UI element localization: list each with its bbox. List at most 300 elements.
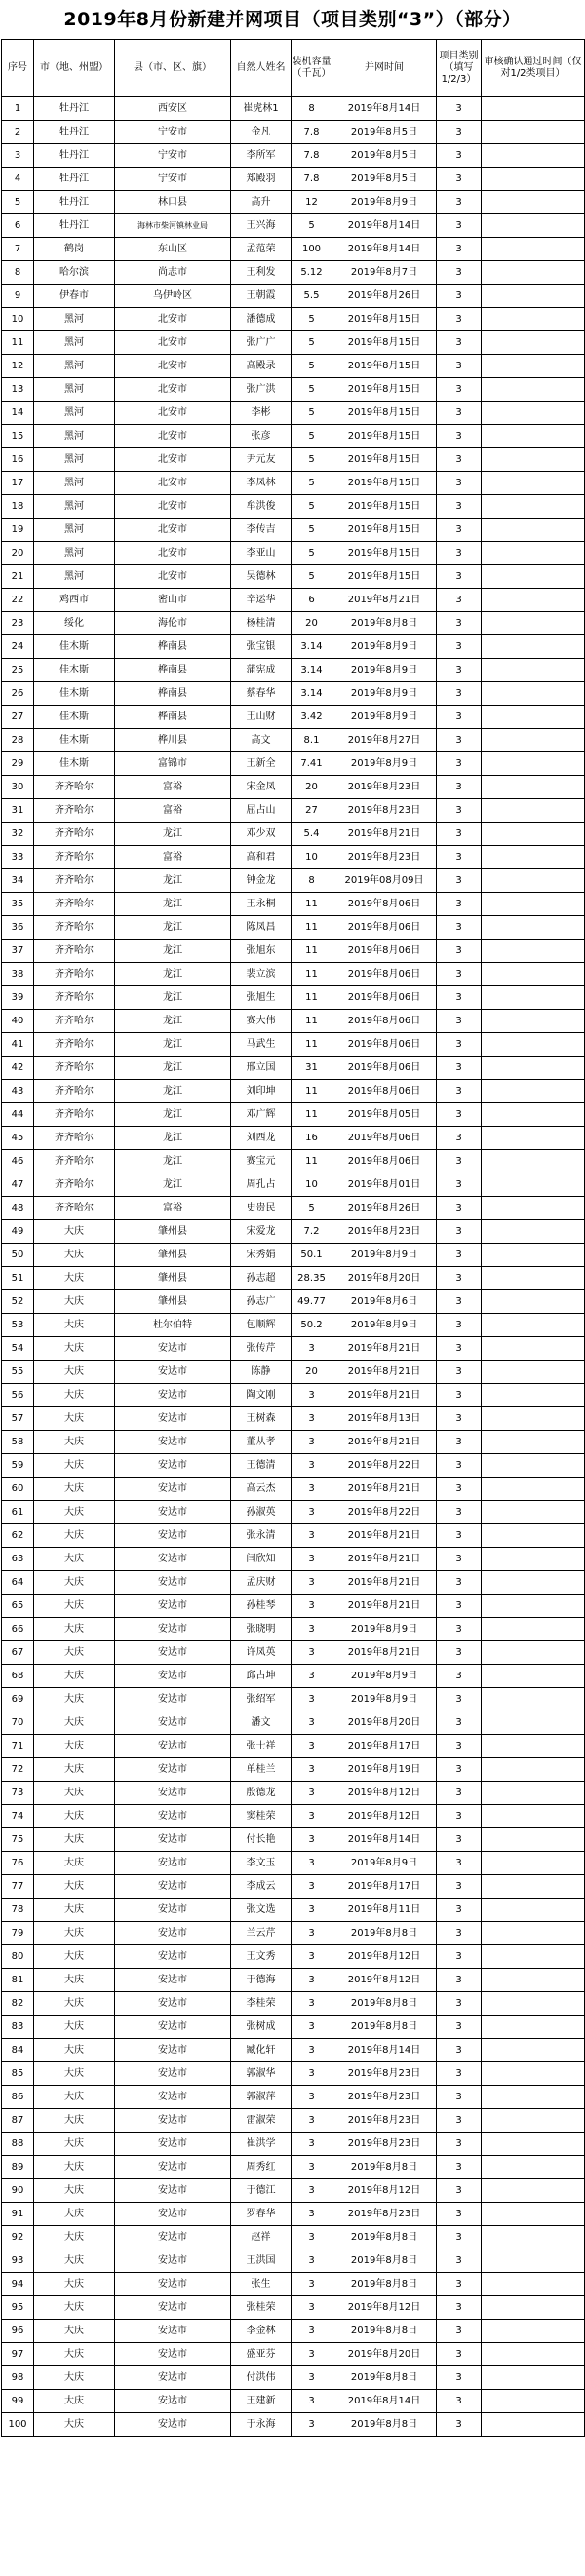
name-cell: 高文 <box>231 729 292 752</box>
county-cell: 安达市 <box>115 2390 231 2413</box>
grid-date-cell: 2019年8月23日 <box>332 799 437 823</box>
row-index-cell: 70 <box>2 1711 34 1735</box>
county-cell: 安达市 <box>115 1945 231 1969</box>
grid-date-cell: 2019年8月8日 <box>332 2273 437 2296</box>
name-cell: 金凡 <box>231 121 292 144</box>
city-cell: 大庆 <box>34 1992 115 2016</box>
capacity-cell: 11 <box>292 940 332 963</box>
review-date-cell <box>482 1384 585 1407</box>
review-date-cell <box>482 706 585 729</box>
county-cell: 安达市 <box>115 2039 231 2062</box>
row-index-cell: 51 <box>2 1267 34 1290</box>
category-cell: 3 <box>437 1127 482 1150</box>
review-date-cell <box>482 355 585 378</box>
category-cell: 3 <box>437 1922 482 1945</box>
row-index-cell: 56 <box>2 1384 34 1407</box>
grid-date-cell: 2019年8月15日 <box>332 565 437 589</box>
county-cell: 安达市 <box>115 1828 231 1852</box>
grid-date-cell: 2019年8月9日 <box>332 1314 437 1337</box>
grid-date-cell: 2019年8月15日 <box>332 331 437 355</box>
table-row <box>2 1407 585 1431</box>
capacity-cell: 5 <box>292 565 332 589</box>
capacity-cell: 3 <box>292 2226 332 2249</box>
table-row <box>2 1548 585 1571</box>
capacity-cell: 3 <box>292 1407 332 1431</box>
table-row <box>2 2273 585 2296</box>
category-cell: 3 <box>437 1103 482 1127</box>
capacity-cell: 3 <box>292 1945 332 1969</box>
capacity-cell: 11 <box>292 963 332 986</box>
grid-date-cell: 2019年8月26日 <box>332 1197 437 1220</box>
row-index-cell: 4 <box>2 168 34 191</box>
row-index-cell: 88 <box>2 2133 34 2156</box>
table-row <box>2 1969 585 1992</box>
county-cell: 密山市 <box>115 589 231 612</box>
city-cell: 黑河 <box>34 472 115 495</box>
capacity-cell: 3 <box>292 2203 332 2226</box>
city-cell: 大庆 <box>34 1595 115 1618</box>
capacity-cell: 3 <box>292 1548 332 1571</box>
row-index-cell: 80 <box>2 1945 34 1969</box>
city-cell: 牡丹江 <box>34 97 115 121</box>
name-cell: 潘德成 <box>231 308 292 331</box>
capacity-cell: 3 <box>292 1595 332 1618</box>
category-cell: 3 <box>437 1548 482 1571</box>
review-date-cell <box>482 378 585 402</box>
grid-date-cell: 2019年8月20日 <box>332 2343 437 2366</box>
review-date-cell <box>482 589 585 612</box>
review-date-cell <box>482 612 585 635</box>
table-row <box>2 97 585 121</box>
grid-date-cell: 2019年8月21日 <box>332 1641 437 1665</box>
category-cell: 3 <box>437 706 482 729</box>
county-cell: 桦南县 <box>115 635 231 659</box>
review-date-cell <box>482 2249 585 2273</box>
county-cell: 安达市 <box>115 1899 231 1922</box>
review-date-cell <box>482 2016 585 2039</box>
review-date-cell <box>482 916 585 940</box>
category-cell: 3 <box>437 2249 482 2273</box>
city-cell: 齐齐哈尔 <box>34 1197 115 1220</box>
capacity-cell: 3 <box>292 2109 332 2133</box>
county-cell: 北安市 <box>115 425 231 448</box>
table-row <box>2 472 585 495</box>
county-cell: 安达市 <box>115 2203 231 2226</box>
table-row <box>2 1103 585 1127</box>
capacity-cell: 20 <box>292 776 332 799</box>
table-row <box>2 1899 585 1922</box>
capacity-cell: 20 <box>292 1361 332 1384</box>
county-cell: 安达市 <box>115 2226 231 2249</box>
capacity-cell: 3 <box>292 2039 332 2062</box>
review-date-cell <box>482 752 585 776</box>
capacity-cell: 11 <box>292 986 332 1010</box>
row-index-cell: 97 <box>2 2343 34 2366</box>
city-cell: 大庆 <box>34 1875 115 1899</box>
category-cell: 3 <box>437 1384 482 1407</box>
city-cell: 牡丹江 <box>34 121 115 144</box>
county-cell: 桦川县 <box>115 729 231 752</box>
name-cell: 王新全 <box>231 752 292 776</box>
county-cell: 龙江 <box>115 1127 231 1150</box>
row-index-cell: 2 <box>2 121 34 144</box>
category-cell: 3 <box>437 682 482 706</box>
table-row <box>2 940 585 963</box>
name-cell: 邓少双 <box>231 823 292 846</box>
city-cell: 黑河 <box>34 519 115 542</box>
review-date-cell <box>482 1080 585 1103</box>
review-date-cell <box>482 1875 585 1899</box>
review-date-cell <box>482 331 585 355</box>
table-row <box>2 191 585 214</box>
table-row <box>2 1080 585 1103</box>
capacity-cell: 11 <box>292 1150 332 1173</box>
city-cell: 大庆 <box>34 2413 115 2437</box>
capacity-cell: 3 <box>292 1641 332 1665</box>
county-cell: 安达市 <box>115 2179 231 2203</box>
review-date-cell <box>482 472 585 495</box>
review-date-cell <box>482 1524 585 1548</box>
category-cell: 3 <box>437 1057 482 1080</box>
row-index-cell: 89 <box>2 2156 34 2179</box>
review-date-cell <box>482 893 585 916</box>
capacity-cell: 31 <box>292 1057 332 1080</box>
capacity-cell: 3 <box>292 1735 332 1758</box>
name-cell: 屈占山 <box>231 799 292 823</box>
table-row <box>2 378 585 402</box>
capacity-cell: 3 <box>292 1688 332 1711</box>
row-index-cell: 63 <box>2 1548 34 1571</box>
county-cell: 龙江 <box>115 916 231 940</box>
city-cell: 齐齐哈尔 <box>34 1103 115 1127</box>
review-date-cell <box>482 121 585 144</box>
table-row <box>2 963 585 986</box>
review-date-cell <box>482 425 585 448</box>
county-cell: 富锦市 <box>115 752 231 776</box>
county-cell: 安达市 <box>115 1595 231 1618</box>
grid-date-cell: 2019年8月22日 <box>332 1454 437 1478</box>
grid-date-cell: 2019年8月15日 <box>332 542 437 565</box>
table-row <box>2 1361 585 1384</box>
capacity-cell: 11 <box>292 1010 332 1033</box>
review-date-cell <box>482 1641 585 1665</box>
grid-date-cell: 2019年8月9日 <box>332 1665 437 1688</box>
category-cell: 3 <box>437 1033 482 1057</box>
review-date-cell <box>482 1033 585 1057</box>
grid-date-cell: 2019年8月21日 <box>332 823 437 846</box>
table-row <box>2 2343 585 2366</box>
grid-date-cell: 2019年8月8日 <box>332 2226 437 2249</box>
county-cell: 安达市 <box>115 1407 231 1431</box>
row-index-cell: 40 <box>2 1010 34 1033</box>
city-cell: 齐齐哈尔 <box>34 1127 115 1150</box>
table-row <box>2 1641 585 1665</box>
header-cell: 自然人姓名 <box>231 40 292 97</box>
table-row <box>2 1875 585 1899</box>
table-row <box>2 1197 585 1220</box>
grid-date-cell: 2019年8月21日 <box>332 1478 437 1501</box>
city-cell: 佳木斯 <box>34 752 115 776</box>
category-cell: 3 <box>437 542 482 565</box>
table-row <box>2 1828 585 1852</box>
table-row <box>2 214 585 238</box>
table-row <box>2 1220 585 1244</box>
county-cell: 富裕 <box>115 846 231 869</box>
county-cell: 东山区 <box>115 238 231 261</box>
grid-date-cell: 2019年8月12日 <box>332 1782 437 1805</box>
header-cell: 县（市、区、旗） <box>115 40 231 97</box>
grid-date-cell: 2019年8月5日 <box>332 168 437 191</box>
county-cell: 北安市 <box>115 378 231 402</box>
category-cell: 3 <box>437 1992 482 2016</box>
county-cell: 安达市 <box>115 2016 231 2039</box>
grid-date-cell: 2019年8月12日 <box>332 2179 437 2203</box>
city-cell: 牡丹江 <box>34 191 115 214</box>
review-date-cell <box>482 2109 585 2133</box>
city-cell: 大庆 <box>34 2203 115 2226</box>
review-date-cell <box>482 1197 585 1220</box>
grid-date-cell: 2019年8月15日 <box>332 308 437 331</box>
table-row <box>2 308 585 331</box>
city-cell: 黑河 <box>34 425 115 448</box>
row-index-cell: 66 <box>2 1618 34 1641</box>
review-date-cell <box>482 214 585 238</box>
grid-date-cell: 2019年8月9日 <box>332 191 437 214</box>
county-cell: 安达市 <box>115 2249 231 2273</box>
city-cell: 齐齐哈尔 <box>34 823 115 846</box>
capacity-cell: 27 <box>292 799 332 823</box>
table-row <box>2 659 585 682</box>
row-index-cell: 22 <box>2 589 34 612</box>
grid-date-cell: 2019年8月27日 <box>332 729 437 752</box>
category-cell: 3 <box>437 1431 482 1454</box>
name-cell: 李传吉 <box>231 519 292 542</box>
grid-date-cell: 2019年8月15日 <box>332 472 437 495</box>
name-cell: 孙桂琴 <box>231 1595 292 1618</box>
row-index-cell: 48 <box>2 1197 34 1220</box>
row-index-cell: 90 <box>2 2179 34 2203</box>
row-index-cell: 82 <box>2 1992 34 2016</box>
row-index-cell: 1 <box>2 97 34 121</box>
county-cell: 肇州县 <box>115 1290 231 1314</box>
name-cell: 张永清 <box>231 1524 292 1548</box>
city-cell: 佳木斯 <box>34 729 115 752</box>
city-cell: 大庆 <box>34 2086 115 2109</box>
review-date-cell <box>482 659 585 682</box>
table-row <box>2 916 585 940</box>
name-cell: 王山财 <box>231 706 292 729</box>
document-title: 2019年8月份新建并网项目（项目类别“3”）（部分） <box>63 9 522 30</box>
row-index-cell: 29 <box>2 752 34 776</box>
review-date-cell <box>482 1665 585 1688</box>
category-cell: 3 <box>437 168 482 191</box>
county-cell: 安达市 <box>115 1782 231 1805</box>
review-date-cell <box>482 565 585 589</box>
county-cell: 龙江 <box>115 986 231 1010</box>
row-index-cell: 61 <box>2 1501 34 1524</box>
county-cell: 桦南县 <box>115 706 231 729</box>
name-cell: 王永桐 <box>231 893 292 916</box>
category-cell: 3 <box>437 1758 482 1782</box>
review-date-cell <box>482 1267 585 1290</box>
capacity-cell: 11 <box>292 916 332 940</box>
row-index-cell: 18 <box>2 495 34 519</box>
category-cell: 3 <box>437 869 482 893</box>
review-date-cell <box>482 238 585 261</box>
grid-date-cell: 2019年8月15日 <box>332 448 437 472</box>
city-cell: 黑河 <box>34 331 115 355</box>
table-row <box>2 519 585 542</box>
name-cell: 张士祥 <box>231 1735 292 1758</box>
city-cell: 大庆 <box>34 1618 115 1641</box>
review-date-cell <box>482 1969 585 1992</box>
city-cell: 齐齐哈尔 <box>34 799 115 823</box>
city-cell: 大庆 <box>34 1220 115 1244</box>
county-cell: 安达市 <box>115 2320 231 2343</box>
county-cell: 安达市 <box>115 2109 231 2133</box>
grid-date-cell: 2019年8月06日 <box>332 963 437 986</box>
city-cell: 大庆 <box>34 2249 115 2273</box>
grid-date-cell: 2019年8月15日 <box>332 378 437 402</box>
grid-date-cell: 2019年8月9日 <box>332 1688 437 1711</box>
county-cell: 龙江 <box>115 940 231 963</box>
grid-date-cell: 2019年8月8日 <box>332 2156 437 2179</box>
name-cell: 尹元友 <box>231 448 292 472</box>
city-cell: 大庆 <box>34 1922 115 1945</box>
row-index-cell: 20 <box>2 542 34 565</box>
county-cell: 龙江 <box>115 823 231 846</box>
capacity-cell: 5 <box>292 308 332 331</box>
row-index-cell: 55 <box>2 1361 34 1384</box>
grid-date-cell: 2019年8月17日 <box>332 1735 437 1758</box>
name-cell: 张旭东 <box>231 940 292 963</box>
table-row <box>2 1618 585 1641</box>
table-row <box>2 448 585 472</box>
name-cell: 赛大伟 <box>231 1010 292 1033</box>
name-cell: 李文玉 <box>231 1852 292 1875</box>
table-header-row <box>2 40 585 97</box>
grid-date-cell: 2019年8月7日 <box>332 261 437 285</box>
city-cell: 齐齐哈尔 <box>34 940 115 963</box>
table-row <box>2 121 585 144</box>
county-cell: 安达市 <box>115 1384 231 1407</box>
table-row <box>2 542 585 565</box>
table-row <box>2 1571 585 1595</box>
county-cell: 杜尔伯特 <box>115 1314 231 1337</box>
table-row <box>2 331 585 355</box>
review-date-cell <box>482 1899 585 1922</box>
review-date-cell <box>482 1828 585 1852</box>
capacity-cell: 10 <box>292 1173 332 1197</box>
grid-date-cell: 2019年8月23日 <box>332 1220 437 1244</box>
grid-date-cell: 2019年8月14日 <box>332 2039 437 2062</box>
review-date-cell <box>482 1992 585 2016</box>
grid-date-cell: 2019年8月8日 <box>332 2016 437 2039</box>
name-cell: 杨桂清 <box>231 612 292 635</box>
grid-date-cell: 2019年8月21日 <box>332 1384 437 1407</box>
grid-date-cell: 2019年8月8日 <box>332 612 437 635</box>
city-cell: 大庆 <box>34 2390 115 2413</box>
row-index-cell: 81 <box>2 1969 34 1992</box>
name-cell: 刘印坤 <box>231 1080 292 1103</box>
row-index-cell: 43 <box>2 1080 34 1103</box>
category-cell: 3 <box>437 1899 482 1922</box>
capacity-cell: 3 <box>292 1665 332 1688</box>
grid-date-cell: 2019年8月5日 <box>332 121 437 144</box>
county-cell: 安达市 <box>115 1618 231 1641</box>
row-index-cell: 28 <box>2 729 34 752</box>
city-cell: 大庆 <box>34 1969 115 1992</box>
name-cell: 高云杰 <box>231 1478 292 1501</box>
row-index-cell: 83 <box>2 2016 34 2039</box>
name-cell: 兰云芹 <box>231 1922 292 1945</box>
capacity-cell: 5.5 <box>292 285 332 308</box>
category-cell: 3 <box>437 519 482 542</box>
name-cell: 张宝银 <box>231 635 292 659</box>
row-index-cell: 62 <box>2 1524 34 1548</box>
row-index-cell: 25 <box>2 659 34 682</box>
city-cell: 大庆 <box>34 1314 115 1337</box>
category-cell: 3 <box>437 1571 482 1595</box>
table-row <box>2 682 585 706</box>
grid-date-cell: 2019年8月06日 <box>332 893 437 916</box>
row-index-cell: 16 <box>2 448 34 472</box>
table-row <box>2 425 585 448</box>
grid-date-cell: 2019年8月14日 <box>332 238 437 261</box>
name-cell: 裴立滨 <box>231 963 292 986</box>
grid-date-cell: 2019年8月14日 <box>332 1828 437 1852</box>
name-cell: 潘文 <box>231 1711 292 1735</box>
row-index-cell: 94 <box>2 2273 34 2296</box>
city-cell: 大庆 <box>34 2226 115 2249</box>
table-row <box>2 1267 585 1290</box>
city-cell: 黑河 <box>34 565 115 589</box>
review-date-cell <box>482 635 585 659</box>
grid-date-cell: 2019年8月21日 <box>332 1361 437 1384</box>
row-index-cell: 19 <box>2 519 34 542</box>
grid-date-cell: 2019年8月06日 <box>332 986 437 1010</box>
row-index-cell: 49 <box>2 1220 34 1244</box>
capacity-cell: 3 <box>292 1875 332 1899</box>
city-cell: 绥化 <box>34 612 115 635</box>
city-cell: 大庆 <box>34 2016 115 2039</box>
review-date-cell <box>482 191 585 214</box>
category-cell: 3 <box>437 2086 482 2109</box>
category-cell: 3 <box>437 589 482 612</box>
category-cell: 3 <box>437 2062 482 2086</box>
name-cell: 牟洪俊 <box>231 495 292 519</box>
grid-date-cell: 2019年8月22日 <box>332 1501 437 1524</box>
table-row <box>2 2320 585 2343</box>
table-row <box>2 2039 585 2062</box>
category-cell: 3 <box>437 2366 482 2390</box>
city-cell: 大庆 <box>34 1454 115 1478</box>
county-cell: 安达市 <box>115 1571 231 1595</box>
row-index-cell: 21 <box>2 565 34 589</box>
grid-date-cell: 2019年8月11日 <box>332 1899 437 1922</box>
city-cell: 黑河 <box>34 355 115 378</box>
grid-date-cell: 2019年8月20日 <box>332 1267 437 1290</box>
name-cell: 孙淑英 <box>231 1501 292 1524</box>
category-cell: 3 <box>437 1501 482 1524</box>
category-cell: 3 <box>437 448 482 472</box>
review-date-cell <box>482 1571 585 1595</box>
review-date-cell <box>482 2203 585 2226</box>
table-row <box>2 2179 585 2203</box>
row-index-cell: 38 <box>2 963 34 986</box>
category-cell: 3 <box>437 1524 482 1548</box>
category-cell: 3 <box>437 1828 482 1852</box>
